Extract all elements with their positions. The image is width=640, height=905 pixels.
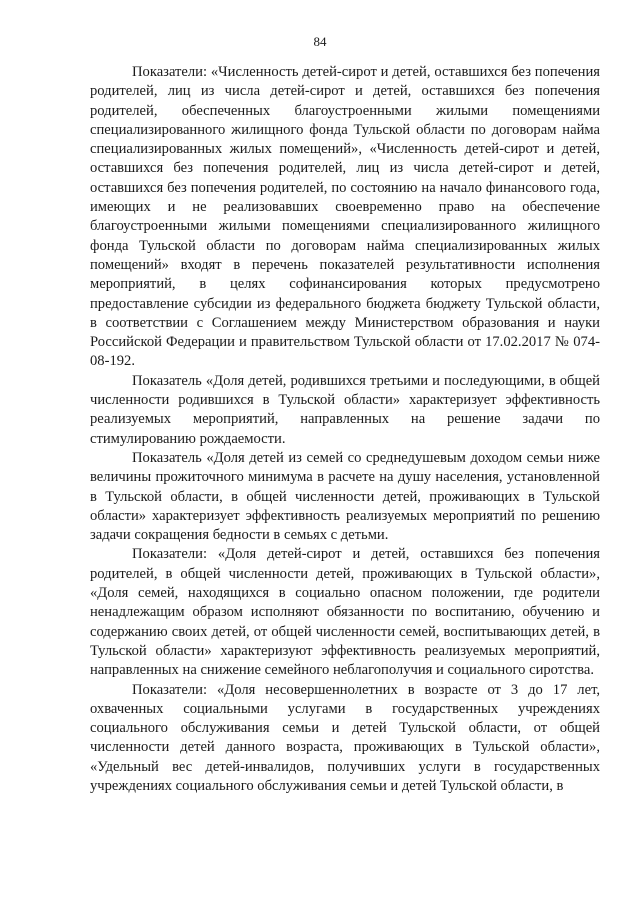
paragraph-5: Показатели: «Доля несовершеннолетних в возрасте от 3 до 17 лет, охваченных социальными услугами в государственных учреждениях социального обслуживания семьи и детей Тульской области, от общей численности детей данного возраста, проживающих в Тульской области», «Удельный вес детей-инвалидов, получивших услуги в государственных учреждениях социального обслуживания семьи и детей Тульской области, в <box>90 681 600 794</box>
document-body <box>90 63 600 796</box>
paragraph-1: Показатели: «Численность детей-сирот и детей, оставшихся без попечения родителей, лиц из числа детей-сирот и детей, оставшихся без попечения родителей, обеспеченных благоустроенными жилыми помещениями специализированного жилищного фонда Тульской области по договорам найма специализированных жилых помещений», «Численность детей-сирот и детей, оставшихся без попечения родителей, лиц из числа детей-сирот и детей, оставшихся без попечения родителей, по состоянию на начало финансового года, имеющих и не реализовавших своевременно право на обеспечение благоустроенными жилыми помещениями специализированного жилищного фонда Тульской области по договорам найма специализированных жилых помещений» входят в перечень показателей результативности исполнения мероприятий, в целях софинансирования которых предусмотрено предоставление субсидии из федерального бюджета бюджету Тульской области, в соответствии с Соглашением между Министерством образования и науки Российской Федерации и правительством Тульской области от 17.02.2017 № 074-08-192. <box>90 64 600 370</box>
paragraph-3: Показатель «Доля детей из семей со среднедушевым доходом семьи ниже величины прожиточного минимума в расчете на душу населения, установленной в Тульской области, в общей численности детей, проживающих в Тульской области» характеризует эффективность реализуемых мероприятий по решению задачи сокращения бедности в семьях с детьми. <box>90 449 600 544</box>
paragraph-2: Показатель «Доля детей, родившихся третьими и последующими, в общей численности родившихся в Тульской области» характеризует эффективность реализуемых мероприятий, направленных на решение задачи по стимулированию рождаемости. <box>90 372 600 447</box>
paragraph-4: Показатели: «Доля детей-сирот и детей, оставшихся без попечения родителей, в общей численности детей, проживающих в Тульской области», «Доля семей, находящихся в социально опасном положении, где родители ненадлежащим образом исполняют обязанности по воспитанию, обучению и содержанию своих детей, от общей численности семей, воспитывающих детей, в Тульской области» характеризуют эффективность реализуемых мероприятий, направленных на снижение семейного неблагополучия и социального сиротства. <box>90 546 600 679</box>
page-number: 84 <box>313 34 327 49</box>
